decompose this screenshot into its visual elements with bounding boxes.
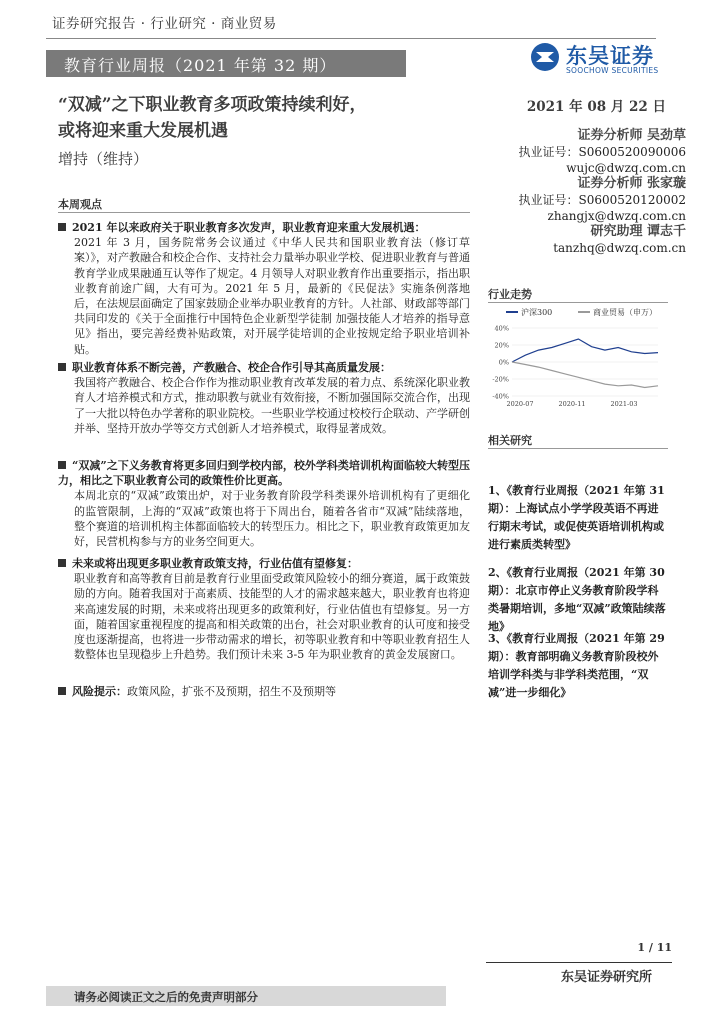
analyst-role: 证券分析师 吴劲草 <box>577 128 686 143</box>
series-title: 教育行业周报（2021 年第 32 期） <box>64 56 337 75</box>
y-tick-label: 0% <box>498 358 509 367</box>
bullet-4 <box>58 556 470 662</box>
analyst-role: 证券分析师 张家璇 <box>577 176 686 191</box>
y-tick-label: 20% <box>494 341 509 350</box>
analyst-cert: 执业证号：S0600520120002 <box>518 193 686 207</box>
bullet-head: 职业教育体系不断完善，产教融合、校企合作引导其高质量发展： <box>72 361 391 374</box>
series-line-2 <box>512 362 658 388</box>
logo <box>530 40 680 76</box>
bullet-head: 2021 年以来政府关于职业教育多次发声，职业教育迎来重大发展机遇： <box>72 221 426 234</box>
section-view-label: 本周观点 <box>58 198 102 211</box>
y-tick-label: 40% <box>494 324 509 333</box>
related-divider <box>488 448 668 449</box>
chart-legend <box>506 307 657 317</box>
report-title <box>58 92 498 144</box>
bullet-square-icon <box>58 223 66 231</box>
bullet-square-icon <box>58 461 66 469</box>
bullet-square-icon <box>58 363 66 371</box>
bullet-body: 2021 年 3 月，国务院常务会议通过《中华人民共和国职业教育法（修订草案）》，对产教融合和校企合作、支持社会力量举办职业学校、促进职业教育与普通教育学业成果融通互认等作了规定。4 月领导人对职业教育作出重要指示，指出职业教育前途广阔，大有可为。2021 年 5 月，最新的《民促法》实施条例落地后，在法规层面确定了国家鼓励企业举办职业教育的方针。人社部、财政部等部门共同印发的《关于全面推行中国特色企业新型学徒制 加强技能人才培养的指导意见》指出，要完善经费补贴政策，对开展学徒培训的企业按规定给予职业培训补贴。 <box>74 236 470 356</box>
report-title-line2: 或将迎来重大发展机遇 <box>58 121 228 141</box>
x-tick-label: 2021-03 <box>610 400 638 408</box>
bullet-1 <box>58 220 470 357</box>
bullet-head: 未来或将出现更多职业教育政策支持，行业估值有望修复： <box>72 557 358 570</box>
logo-name-cn: 东吴证券 <box>566 44 654 68</box>
related-item-1[interactable]: 1、《教育行业周报（2021 年第 31 期）：上海试点小学学段英语不再进行期末考试，或促使英语培训机构或进行素质类转型》 <box>488 484 665 551</box>
bullet-body: 政策风险，扩张不及预期，招生不及预期等 <box>127 685 336 698</box>
legend-label-a: 沪深300 <box>521 308 553 317</box>
bullet-body: 我国将产教融合、校企合作作为推动职业教育改革发展的着力点、系统深化职业教育人才培养模式和方式，推动职教与就业有效衔接，不断加强国际交流合作，出现了一大批以特色办学著称的职业院校。一些职业学校通过校校行企联动、产学研创并举、坚持开放办学等交方式创新人才培养模式，取得显著成效。 <box>74 376 470 435</box>
footer-divider <box>486 962 672 963</box>
analyst-email[interactable]: zhangjx@dwzq.com.cn <box>547 209 686 223</box>
x-tick-label: 2020-07 <box>506 400 534 408</box>
bullet-square-icon <box>58 687 66 695</box>
bullet-square-icon <box>58 559 66 567</box>
analyst-card-3 <box>486 224 686 256</box>
chart-axes <box>492 325 658 409</box>
rating: 增持（维持） <box>58 150 149 168</box>
series-line-1 <box>512 339 658 362</box>
y-tick-label: -40% <box>492 392 509 401</box>
bullet-body: 职业教育和高等教育目前是教育行业里面受政策风险较小的细分赛道，属于政策鼓励的方向。随着我国对于高素质、技能型的人才的需求越来越大，职业教育也将迎来高速发展的时期，未来或将出现更多的政策利好，行业估值也有望修复。另一方面，随着国家重视程度的提高和相关政策的出台，社会对职业教育的认可度和接受度也逐渐提高，也将进一步带动需求的增长，初等职业教育和中等职业教育招生人数整体也呈现稳步上升趋势。我们预计未来 3-5 年为职业教育的黄金发展窗口。 <box>74 572 470 662</box>
analyst-card-1 <box>486 128 686 176</box>
header-bar <box>46 10 686 42</box>
y-tick-label: -20% <box>492 375 509 384</box>
chart-series <box>512 339 658 388</box>
disclaimer-text: 请务必阅读正文之后的免责声明部分 <box>74 990 258 1004</box>
bullet-5 <box>58 684 470 699</box>
x-tick-label: 2020-11 <box>558 400 586 408</box>
analyst-cert: 执业证号：S0600520090006 <box>518 145 686 159</box>
related-item-3[interactable]: 3、《教育行业周报（2021 年第 29 期）：教育部明确义务教育阶段校外培训学科类与非学科类范围，“双减”进一步细化》 <box>488 632 665 699</box>
related-label: 相关研究 <box>488 434 532 447</box>
header-divider <box>46 38 656 39</box>
legend-label-b: 商业贸易（申万） <box>593 308 657 317</box>
page-number: 1 / 11 <box>637 941 672 954</box>
related-item-2[interactable]: 2、《教育行业周报（2021 年第 30 期）：北京市停止义务教育阶段学科类暑期培训，多地“双减”政策陆续落地》 <box>488 566 666 633</box>
footer-org: 东吴证券研究所 <box>560 970 652 985</box>
series-banner <box>46 50 406 77</box>
logo-name-en: SOOCHOW SECURITIES <box>566 66 659 75</box>
bullet-body: 本周北京的“双减”政策出炉，对于业务教育阶段学科类课外培训机构有了更细化的监管限制，上海的“双减”政策也将于下周出台，随着各省市“双减”陆续落地，整个赛道的培训机构主体都面临较大的转型压力。相比之下，职业教育政策更加友好，民营机构参与方的业务空间更大。 <box>74 489 470 549</box>
trend-label: 行业走势 <box>488 288 532 301</box>
bullet-3 <box>58 458 470 549</box>
bullet-2 <box>58 360 470 436</box>
analyst-email[interactable]: wujc@dwzq.com.cn <box>566 161 686 175</box>
bullet-head: “双减”之下义务教育将更多回归到学校内部，校外学科类培训机构面临较大转型压力，相比之下职业教育公司的政策性价比更高。 <box>58 459 470 488</box>
report-title-line1: “双减”之下职业教育多项政策持续利好， <box>58 95 367 115</box>
analyst-email[interactable]: tanzhq@dwzq.com.cn <box>553 241 686 255</box>
breadcrumb: 证券研究报告 · 行业研究 · 商业贸易 <box>52 16 277 32</box>
logo-mark-icon <box>530 42 560 72</box>
section-divider <box>58 212 470 213</box>
analyst-card-2 <box>486 176 686 224</box>
analyst-role: 研究助理 谭志千 <box>590 224 686 239</box>
disclaimer-banner <box>46 986 446 1006</box>
bullet-head: 风险提示： <box>72 685 127 698</box>
trend-chart <box>486 300 666 415</box>
report-date: 2021 年 08 月 22 日 <box>526 99 666 115</box>
